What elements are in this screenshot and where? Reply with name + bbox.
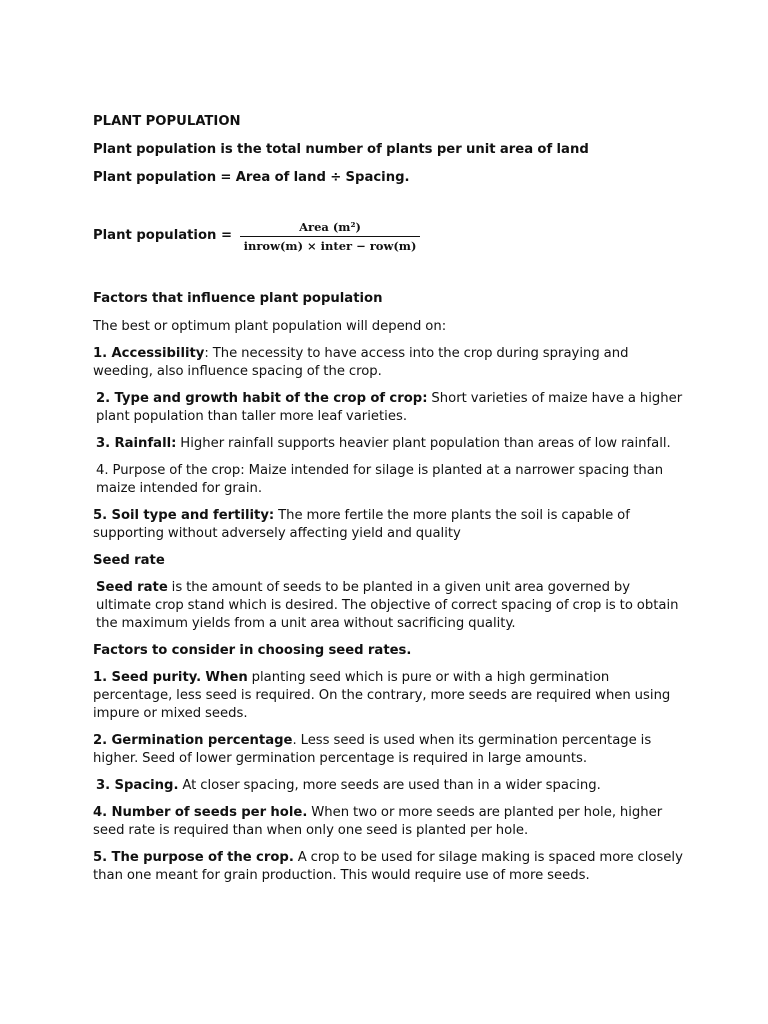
factors-heading: Factors that influence plant population — [93, 291, 383, 306]
factor-item — [93, 390, 683, 426]
factor-label: 3. Rainfall: — [96, 436, 177, 451]
factor-item — [93, 345, 683, 381]
factor-item — [93, 507, 683, 543]
page-title: PLANT POPULATION — [93, 114, 241, 129]
seed-factors-heading: Factors to consider in choosing seed rates. — [93, 643, 412, 658]
seed-factor-item — [93, 732, 683, 768]
seed-factor-label: 4. Number of seeds per hole. — [93, 805, 308, 820]
formula-label: Plant population = — [93, 228, 237, 243]
factor-text: : The necessity to have access into the crop during spraying and weeding, also influence spacing of the crop. — [93, 346, 629, 379]
factor-label: 5. Soil type and fertility: — [93, 508, 275, 523]
seed-rate-label: Seed rate — [96, 580, 168, 595]
factor-item — [93, 462, 683, 498]
seed-rate-heading: Seed rate — [93, 553, 165, 568]
seed-factor-label: 2. Germination percentage — [93, 733, 293, 748]
seed-factor-item — [93, 777, 683, 795]
seed-factor-label: 3. Spacing. — [96, 778, 179, 793]
factor-item — [93, 435, 683, 453]
seed-factor-text: When two or more seeds are planted per hole, higher seed rate is required than when only one seed is planted per hole. — [93, 805, 663, 838]
seed-factor-item — [93, 849, 683, 885]
formula-denominator: inrow(m) × inter − row(m) — [240, 236, 421, 254]
factor-text: Higher rainfall supports heavier plant population than areas of low rainfall. — [176, 436, 671, 451]
seed-rate-definition — [93, 579, 683, 633]
seed-factor-text: A crop to be used for silage making is spaced more closely than one meant for grain production. This would require use of more seeds. — [93, 850, 683, 883]
factor-text: Short varieties of maize have a higher plant population than taller more leaf varieties. — [96, 391, 683, 424]
seed-factor-item — [93, 804, 683, 840]
equation-text: Plant population = Area of land ÷ Spacing. — [93, 170, 410, 185]
formula-numerator: Area (m²) — [299, 219, 361, 234]
factors-intro: The best or optimum plant population will depend on: — [93, 319, 447, 334]
seed-factor-text: . Less seed is used when its germination percentage is higher. Seed of lower germination percentage is required in large amounts. — [93, 733, 652, 766]
seed-factor-label: 5. The purpose of the crop. — [93, 850, 294, 865]
seed-rate-text: is the amount of seeds to be planted in a given unit area governed by ultimate crop stand which is desired. The objective of correct spacing of crop is to obtain the maximum yields from a unit area without sacrificing quality. — [96, 580, 679, 631]
factor-text: The more fertile the more plants the soil is capable of supporting without adversely affecting yield and quality — [93, 508, 630, 541]
seed-factor-item — [93, 669, 683, 723]
factor-text: 4. Purpose of the crop: Maize intended for silage is planted at a narrower spacing than maize intended for grain. — [96, 463, 664, 496]
formula-block — [93, 210, 683, 262]
definition-text: Plant population is the total number of plants per unit area of land — [93, 142, 589, 157]
factor-label: 2. Type and growth habit of the crop of crop: — [96, 391, 428, 406]
factor-label: 1. Accessibility — [93, 346, 205, 361]
seed-factor-text: planting seed which is pure or with a high germination percentage, less seed is required. On the contrary, more seeds are required when using impure or mixed seeds. — [93, 670, 671, 721]
document-page — [93, 113, 683, 894]
seed-factor-label: 1. Seed purity. When — [93, 670, 248, 685]
seed-factor-text: At closer spacing, more seeds are used than in a wider spacing. — [178, 778, 601, 793]
formula-fraction — [240, 219, 421, 254]
